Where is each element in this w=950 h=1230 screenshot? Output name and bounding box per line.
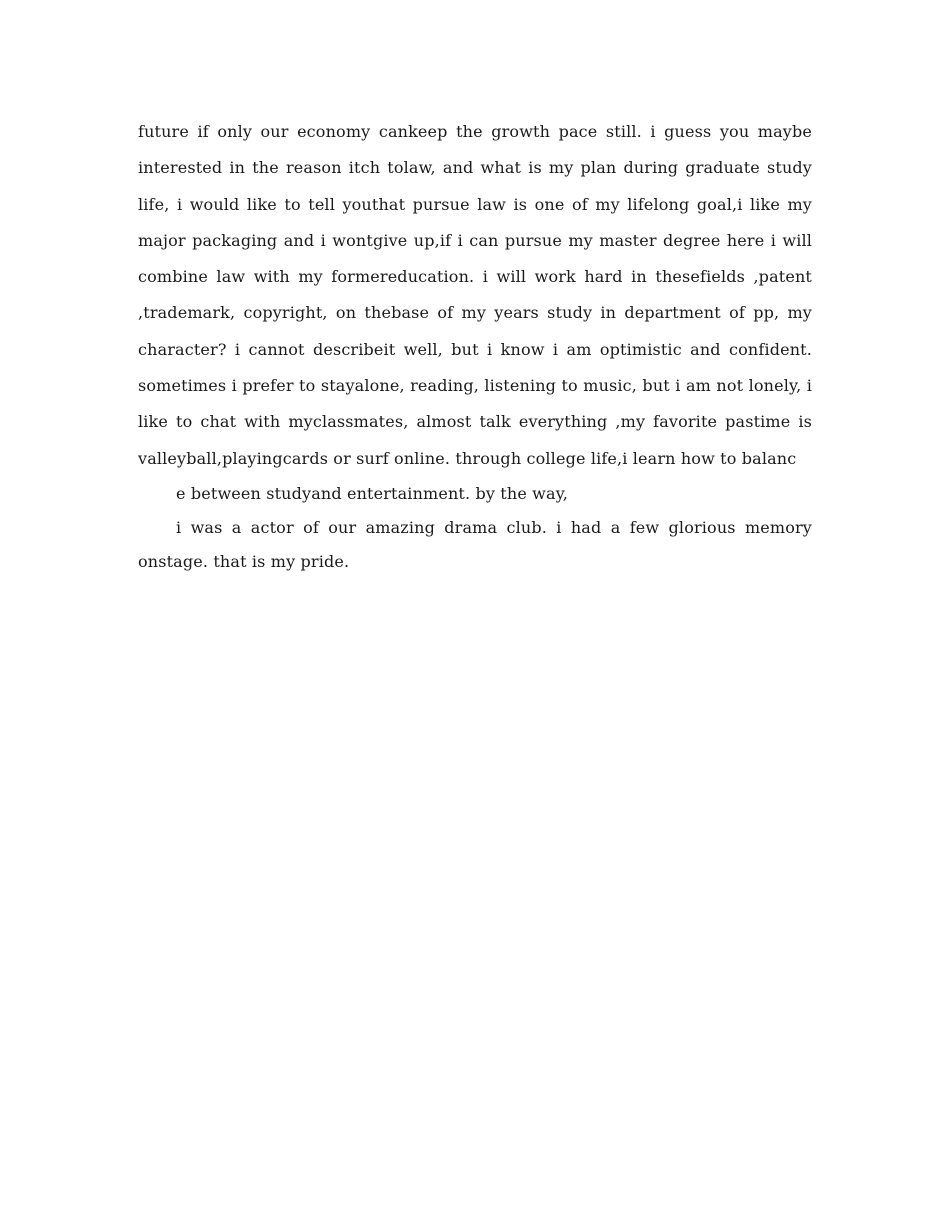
paragraph-1: future if only our economy cankeep the growth pace still. i guess you maybe interested in the reason itch tolaw, and what is my plan during graduate study life, i would like to tell youthat pursue law is one of my lifelong goal,i like my major packaging and i wontgive up,if i can pursue my master degree here i will combine law with my formereducation. i will work hard in thesefields ,patent ,trademark, copyright, on thebase of my years study in department of pp, my character? i cannot describeit well, but i know i am optimistic and confident. sometimes i prefer to stayalone, reading, listening to music, but i am not lonely, i like to chat with myclassmates, almost talk everything ,my favorite pastime is valleyball,playingcards or surf online. through college life,i learn how to balanc: [138, 122, 812, 468]
paragraph-2: e between studyand entertainment. by the way,: [176, 483, 569, 503]
paragraph-3: i was a actor of our amazing drama club. i had a few glorious memory onstage. that is my pride.: [138, 517, 812, 571]
body-text: [138, 114, 812, 579]
